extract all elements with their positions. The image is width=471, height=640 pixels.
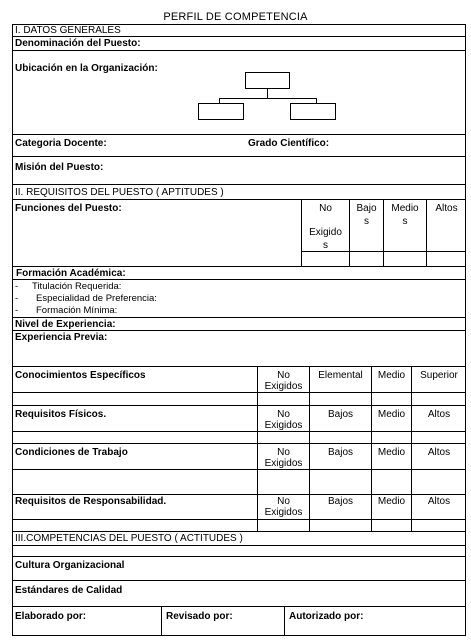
org-chart-left-box [198, 103, 244, 120]
condiciones-no-exigidos [258, 447, 309, 469]
divider [301, 251, 466, 252]
competency-form [12, 24, 466, 636]
col-medios-line1: Medio [391, 203, 419, 214]
divider [12, 469, 466, 470]
condiciones-label: Condiciones de Trabajo [15, 447, 128, 458]
divider [12, 606, 466, 607]
autorizado-label: Autorizado por: [289, 611, 364, 622]
col-bajos-line1: Bajo [356, 203, 377, 214]
col-no-exigidos-line2: Exigido [309, 227, 342, 238]
divider [12, 134, 466, 135]
responsabilidad-altos: Altos [427, 496, 451, 507]
mision-label: Misión del Puesto: [15, 162, 104, 173]
col-no-exigidos [302, 203, 349, 251]
document-title: PERFIL DE COMPETENCIA [163, 11, 308, 23]
responsabilidad-no-exigidos [258, 496, 309, 518]
divider [12, 494, 466, 495]
divider [12, 392, 466, 393]
org-chart-connector [267, 89, 268, 98]
formacion-item-especialidad: Especialidad de Preferencia: [36, 293, 157, 304]
condiciones-altos: Altos [427, 447, 451, 458]
label-exigidos: Exigidos [264, 420, 303, 431]
conocimientos-medio: Medio [377, 370, 406, 381]
list-dash: - [15, 293, 19, 304]
label-no: No [277, 370, 290, 381]
responsabilidad-bajos: Bajos [327, 496, 353, 507]
fisicos-altos: Altos [427, 409, 451, 420]
revisado-label: Revisado por: [166, 611, 233, 622]
conocimientos-label: Conocimientos Específicos [15, 370, 146, 381]
divider [12, 519, 466, 520]
categoria-label: Categoria Docente: [15, 138, 107, 149]
grado-label: Grado Científico: [248, 138, 330, 149]
denominacion-label: Denominación del Puesto: [15, 38, 141, 49]
column-divider [284, 606, 285, 636]
divider [12, 184, 466, 185]
fisicos-medio: Medio [377, 409, 406, 420]
org-chart-connector [219, 98, 317, 99]
divider [12, 317, 466, 318]
list-dash: - [15, 281, 19, 292]
label-no: No [277, 496, 290, 507]
divider [12, 36, 466, 37]
col-altos: Altos [435, 203, 458, 214]
label-exigidos: Exigidos [264, 381, 303, 392]
formacion-item-minima: Formación Mínima: [36, 305, 118, 316]
divider [12, 556, 466, 557]
formacion-item-titulacion: Titulación Requerida: [32, 281, 122, 292]
conocimientos-no-exigidos [258, 370, 309, 392]
org-chart-right-box [290, 103, 336, 120]
funciones-label: Funciones del Puesto: [15, 203, 122, 214]
col-bajos [350, 203, 383, 227]
divider [12, 330, 466, 331]
divider [12, 156, 466, 157]
responsabilidad-label: Requisitos de Responsabilidad. [15, 496, 167, 507]
divider [12, 199, 466, 200]
label-no: No [277, 447, 290, 458]
fisicos-bajos: Bajos [327, 409, 353, 420]
label-no: No [277, 409, 290, 420]
divider [12, 366, 466, 367]
estandares-label: Estándares de Calidad [15, 585, 123, 596]
label-exigidos: Exigidos [264, 507, 303, 518]
divider [12, 443, 466, 444]
responsabilidad-medio: Medio [377, 496, 406, 507]
section-1-heading: I. DATOS GENERALES [15, 25, 121, 36]
divider [12, 431, 466, 432]
elaborado-label: Elaborado por: [15, 611, 87, 622]
section-2-heading: II. REQUISITOS DEL PUESTO ( APTITUDES ) [15, 187, 224, 198]
divider [12, 50, 466, 51]
cultura-label: Cultura Organizacional [15, 560, 125, 571]
col-no-exigidos-line3: s [323, 240, 328, 251]
nivel-label: Nivel de Experiencia: [15, 319, 116, 330]
condiciones-bajos: Bajos [327, 447, 353, 458]
list-dash: - [15, 305, 19, 316]
label-exigidos: Exigidos [264, 458, 303, 469]
org-chart-top-box [245, 72, 290, 89]
col-medios-line2: s [402, 216, 408, 227]
column-divider [161, 606, 162, 636]
divider [12, 266, 466, 267]
conocimientos-superior: Superior [420, 370, 458, 381]
section-3-heading: III.COMPETENCIAS DEL PUESTO ( ACTITUDES ) [15, 533, 243, 544]
divider [12, 580, 466, 581]
condiciones-medio: Medio [377, 447, 406, 458]
col-medios [384, 203, 426, 227]
divider [12, 279, 466, 280]
col-no-exigidos-line1: No [319, 203, 332, 214]
divider [12, 405, 466, 406]
divider [12, 545, 466, 546]
formacion-label: Formación Académica: [16, 268, 126, 279]
col-bajos-line2: s [364, 216, 369, 227]
requisitos-fisicos-label: Requisitos Físicos. [15, 409, 107, 420]
conocimientos-elemental: Elemental [318, 370, 363, 381]
experiencia-label: Experiencia Previa: [15, 332, 108, 343]
fisicos-no-exigidos [258, 409, 309, 431]
ubicacion-label: Ubicación en la Organización: [15, 63, 158, 74]
divider [12, 531, 466, 532]
